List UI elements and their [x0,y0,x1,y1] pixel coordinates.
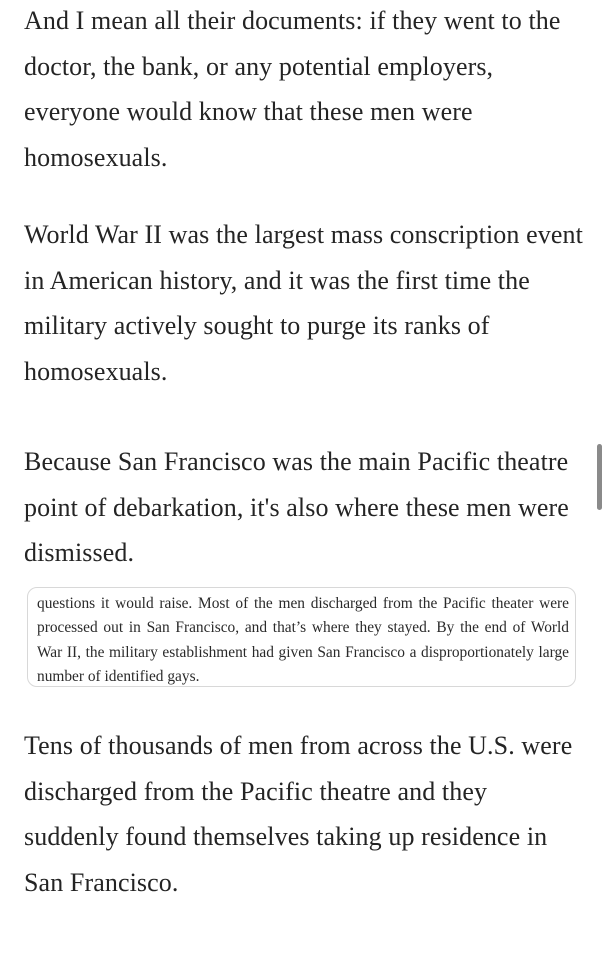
scrollbar-thumb[interactable] [597,444,602,510]
article-paragraph: World War II was the largest mass conscription event in American history, and it was the first time the military actively sought to purge its ranks of homosexuals. [24,220,583,386]
article-paragraph: And I mean all their documents: if they went to the doctor, the bank, or any potential employers, everyone would know that these men were homosexuals. [24,6,561,172]
quoted-excerpt-card [27,587,576,687]
quoted-excerpt-text: questions it would raise. Most of the men discharged from the Pacific theater were processed out in San Francisco, and that’s where they stayed. By the end of World War II, the military establishment had given San Francisco a disproportionately large number of identified gays. [37,595,569,685]
article-paragraph: Because San Francisco was the main Pacific theatre point of debarkation, it's also where these men were dismissed. [24,447,569,567]
article-paragraph: Tens of thousands of men from across the U.S. were discharged from the Pacific theatre and they suddenly found themselves taking up residence in San Francisco. [24,731,573,897]
